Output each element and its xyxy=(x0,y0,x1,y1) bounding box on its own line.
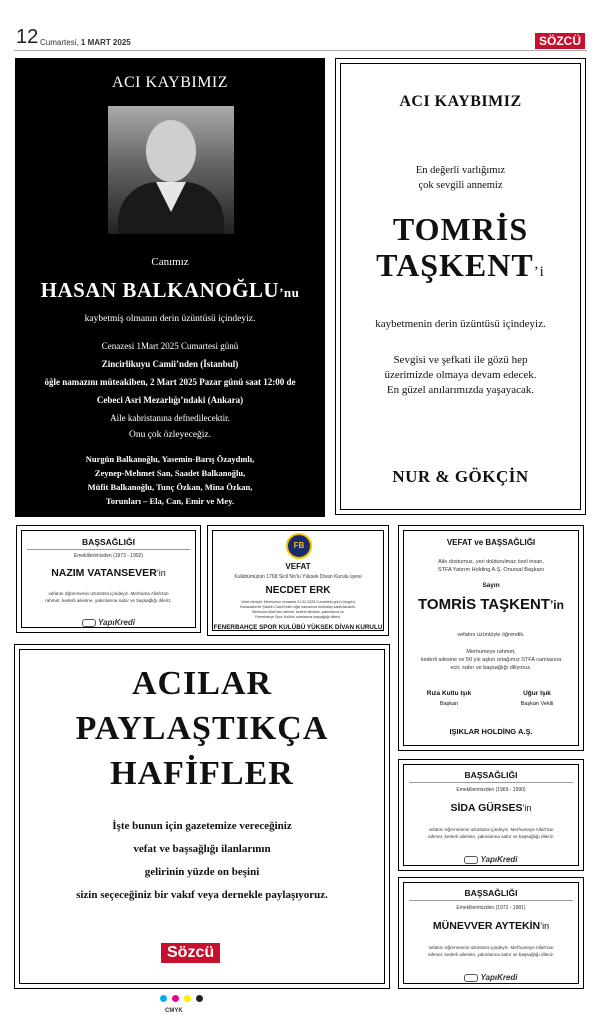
sayin-label: Sayın xyxy=(482,582,500,589)
yapikredi-logo-text: YapıKredi xyxy=(480,973,518,982)
condolence-line: rahmet, kederli ailesine, yakınlarına sabır ve başsağlığı dileriz. xyxy=(427,952,555,957)
portrait-photo xyxy=(108,106,234,234)
condolence-line: rahmet, kederli ailesine, yakınlarına sabır ve başsağlığı dileriz. xyxy=(45,598,172,603)
condolence-line: Vefat etmiştir. Merhumun cenazesi 01.03.2025 Cumartesi günü (bugün) xyxy=(241,600,355,604)
deceased-name-suffix: ’in xyxy=(549,598,564,612)
promo-line: gelirinin yüzde on beşini xyxy=(144,866,260,878)
deceased-name xyxy=(399,920,583,932)
signatory-name: Rıza Kutlu Işık xyxy=(426,690,472,697)
deceased-name-suffix: ’in xyxy=(522,803,532,813)
funeral-line: Cebeci Asri Mezarlığı’ndaki (Ankara) xyxy=(96,395,244,405)
ad-title: ACI KAYBIMIZ xyxy=(111,74,229,91)
condolence-text xyxy=(407,826,575,840)
condolence-nazim-vatansever xyxy=(16,525,201,633)
divider xyxy=(409,782,573,783)
yapikredi-logo xyxy=(399,973,583,982)
deceased-name-suffix: ’in xyxy=(540,921,550,931)
funeral-info xyxy=(15,337,325,427)
funeral-line: öğle namazını müteakiben, 2 Mart 2025 Pazar günü saat 12:00 de xyxy=(44,377,296,387)
intro-text xyxy=(407,558,575,574)
promo-line: vefat ve başsağlığı ilanlarının xyxy=(133,843,271,855)
headline-line: ACILAR xyxy=(131,665,273,702)
miss-text: Onu çok özleyeceğiz. xyxy=(128,430,212,440)
deceased-name xyxy=(336,211,585,290)
fenerbahce-emblem-text: FB xyxy=(293,541,305,550)
signature: NUR & GÖKÇİN xyxy=(392,467,529,486)
deceased-name xyxy=(17,567,200,579)
condolence-line: vefatını öğrenmenin üzüntüsü içindeyiz. Merhuma Allah’tan xyxy=(48,591,169,596)
signatory-1 xyxy=(409,690,489,707)
deceased-name xyxy=(399,802,583,814)
yapikredi-logo xyxy=(17,618,200,627)
condolence-line: vefatını öğrenmenin üzüntüsü içindeyiz. Merhumeye Allah’tan xyxy=(428,827,554,832)
condolence-line: Karacaahmet Şakirin Camii’nden öğle namazına müteakip kaldırılacaktır. xyxy=(240,605,356,609)
yapikredi-logo xyxy=(399,855,583,864)
condolence-isiklar-holding xyxy=(398,525,584,751)
obituary-tomris-taskent xyxy=(335,58,586,515)
yapikredi-logo-text: YapıKredi xyxy=(97,618,136,627)
cmyk-label: CMYK xyxy=(165,1008,183,1014)
club-name: FENERBAHÇE SPOR KULÜBÜ YÜKSEK DİVAN KURULU xyxy=(213,624,383,631)
family-names xyxy=(15,452,325,508)
yapikredi-logo-text: YapıKredi xyxy=(480,855,518,864)
member-info: Kulübümüzün 1768 Sicil No’lu Yüksek Divan Kurulu üyesi xyxy=(234,574,362,580)
sozcu-logo: Sözcü xyxy=(161,943,220,963)
ad-title: BAŞSAĞLIĞI xyxy=(464,888,518,898)
condolence-text xyxy=(407,648,575,672)
condolence-line: vefatını öğrenmenin üzüntüsü içindeyiz. Merhumeye Allah’tan xyxy=(428,945,554,950)
deceased-name-suffix: ’in xyxy=(156,568,166,578)
family-line: Müfit Balkanoğlu, Tunç Özkan, Mina Özkan, xyxy=(87,482,253,492)
deceased-name: NECDET ERK xyxy=(265,585,331,596)
condolence-text xyxy=(25,590,192,604)
divider xyxy=(27,549,190,550)
promo-line: İşte bunun için gazetemize vereceğiniz xyxy=(112,820,292,832)
header-rule xyxy=(14,50,587,51)
family-line: Zeynep-Mehmet San, Saadet Balkanoğlu, xyxy=(94,468,246,478)
vefat-text: vefatını üzüntüyle öğrendik. xyxy=(457,632,525,638)
intro-line: çok sevgili annemiz xyxy=(418,180,503,191)
deceased-name-text: NAZIM VATANSEVER xyxy=(51,567,157,579)
ad-title: ACI KAYBIMIZ xyxy=(399,93,522,110)
headline-line: HAFİFLER xyxy=(110,755,294,792)
deceased-name xyxy=(399,596,583,613)
condolence-line: kederli ailesine ve 50 yılı aşkın ortağımız STFA camiasına xyxy=(420,657,562,663)
deceased-first-name: TOMRİS xyxy=(392,211,529,247)
condolence-line: Fenerbahçe Spor Kulübü camiasına başsağlığı dileriz. xyxy=(254,615,342,619)
condolence-text xyxy=(407,944,575,958)
headline-line: PAYLAŞTIKÇA xyxy=(75,710,329,747)
family-line: Nurgün Balkanoğlu, Yasemin-Barış Özaydınlı, xyxy=(85,454,255,464)
condolence-line: Merhuma Allah’tan rahmet, kederli ailesine, yakınlarına ve xyxy=(251,610,345,614)
intro-line: En değerli varlığımız xyxy=(415,165,506,176)
obituary-hasan-balkanoglu xyxy=(15,58,325,517)
memory-line: Sevgisi ve şefkati ile gözü hep xyxy=(393,354,528,366)
intro-line: STFA Yatırım Holding A.Ş. Onursal Başkanı xyxy=(437,567,545,573)
obituary-necdet-erk xyxy=(207,525,389,636)
signatory-title: Başkan xyxy=(439,701,459,707)
condolence-line: rahmet, kederli ailesine, yakınlarına sabır ve başsağlığı dileriz. xyxy=(427,834,555,839)
service-years: Emeklilerimizden (1972 - 1981) xyxy=(456,905,526,911)
promo-acilar-paylastikca xyxy=(14,644,390,989)
condolence-sida-gurses xyxy=(398,759,584,871)
deceased-name-suffix: ’i xyxy=(533,264,545,280)
fenerbahce-emblem-icon xyxy=(286,533,312,559)
page-date xyxy=(40,38,131,47)
funeral-line: Aile kabristanına defnedilecektir. xyxy=(110,413,230,423)
canimiz-text: Canımız xyxy=(151,256,189,268)
condolence-line: ecir, sabır ve başsağlığı diliyoruz. xyxy=(450,665,532,671)
ad-title: BAŞSAĞLIĞI xyxy=(464,770,518,780)
cmyk-dot-magenta xyxy=(172,995,179,1002)
signatory-name: Uğur Işık xyxy=(523,690,551,697)
cmyk-dot-cyan xyxy=(160,995,167,1002)
service-years: Emeklilerimizden (1969 - 1990) xyxy=(456,787,526,793)
service-years: Emeklilerimizden (1973 - 1992) xyxy=(73,553,144,559)
condolence-munevver-aytekin xyxy=(398,877,584,989)
sozcu-logo: SÖZCÜ xyxy=(535,33,585,49)
condolence-line: Merhumeye rahmet, xyxy=(466,649,516,655)
signatory-title: Başkan Vekili xyxy=(520,701,554,707)
deceased-name-text: SİDA GÜRSES xyxy=(450,802,523,814)
intro-line: Aile dostumuz, yeri doldurulmaz özel insan, xyxy=(438,559,544,565)
deceased-name-text: MÜNEVVER AYTEKİN xyxy=(432,920,541,932)
memory-text xyxy=(336,353,585,398)
divider xyxy=(409,900,573,901)
promo-line: sizin seçeceğiniz bir vakıf veya dernekle paylaşıyoruz. xyxy=(76,889,328,901)
promo-text xyxy=(15,815,389,907)
ad-title: VEFAT xyxy=(285,562,311,571)
page-day: Cumartesi, xyxy=(40,38,79,47)
ad-title: VEFAT ve BAŞSAĞLIĞI xyxy=(446,538,536,547)
company-name: IŞIKLAR HOLDİNG A.Ş. xyxy=(449,727,533,736)
page-date-value: 1 MART 2025 xyxy=(80,38,131,47)
sorrow-text: kaybetmenin derin üzüntüsü içindeyiz. xyxy=(375,318,546,330)
intro-text xyxy=(336,163,585,193)
deceased-name xyxy=(15,278,325,303)
promo-headline xyxy=(15,661,389,796)
memory-line: En güzel anılarımızda yaşayacak. xyxy=(386,384,535,396)
cmyk-dot-black xyxy=(196,995,203,1002)
family-line: Torunları – Ela, Can, Emir ve Mey. xyxy=(105,496,235,506)
cmyk-dot-yellow xyxy=(184,995,191,1002)
memory-line: üzerimizde olmaya devam edecek. xyxy=(384,369,537,381)
ad-title: BAŞSAĞLIĞI xyxy=(82,537,135,547)
sorrow-text: kaybetmiş olmanın derin üzüntüsü içindeyiz. xyxy=(84,314,256,324)
funeral-line: Cenazesi 1Mart 2025 Cumartesi günü xyxy=(101,341,239,351)
deceased-last-name: TAŞKENT xyxy=(376,247,534,283)
page-number: 12 xyxy=(16,26,39,48)
funeral-line: Zincirlikuyu Camii’nden (İstanbul) xyxy=(101,359,239,369)
deceased-name-suffix: ’nu xyxy=(279,285,300,300)
deceased-name-text: TOMRİS TAŞKENT xyxy=(418,596,550,613)
condolence-text xyxy=(216,600,380,620)
deceased-name-text: HASAN BALKANOĞLU xyxy=(40,278,280,302)
signatory-2 xyxy=(497,690,577,707)
